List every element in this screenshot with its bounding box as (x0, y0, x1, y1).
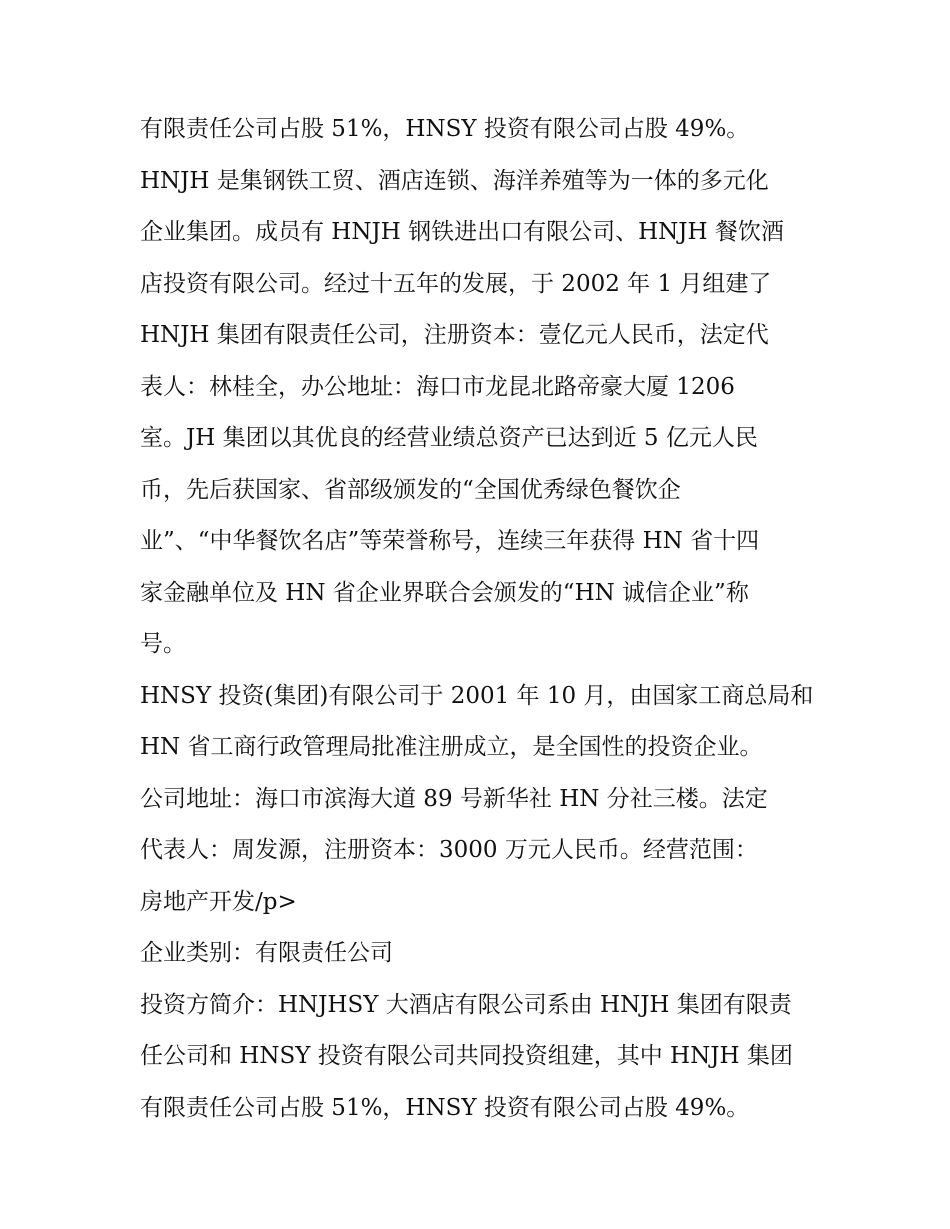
text-line: 室。JH 集团以其优良的经营业绩总资产已达到近 5 亿元人民 (140, 425, 758, 451)
text-line: 币，先后获国家、省部级颁发的“全国优秀绿色餐饮企 (140, 476, 681, 503)
text-line: HNJH 是集钢铁工贸、酒店连锁、海洋养殖等为一体的多元化 (140, 167, 769, 194)
text-line: 任公司和 HNSY 投资有限公司共同投资组建，其中 HNJH 集团 (140, 1043, 793, 1069)
text-line: 表人：林桂全，办公地址：海口市龙昆北路帝豪大厦 1206 (140, 373, 735, 400)
text-line: 有限责任公司占股 51%，HNSY 投资有限公司占股 49%。 (140, 116, 750, 142)
text-line: HNJH 集团有限责任公司，注册资本：壹亿元人民币，法定代 (140, 322, 769, 348)
text-line: 企业集团。成员有 HNJH 钢铁进出口有限公司、HNJH 餐饮酒 (140, 219, 784, 245)
text-line: 企业类别：有限责任公司 (140, 940, 393, 966)
text-line: 业”、“中华餐饮名店”等荣誉称号，连续三年获得 HN 省十四 (140, 528, 760, 554)
text-line: HN 省工商行政管理局批准注册成立，是全国性的投资企业。 (140, 734, 763, 760)
text-line: 号。 (140, 631, 186, 657)
text-line: 店投资有限公司。经过十五年的发展，于 2002 年 1 月组建了 (140, 270, 772, 297)
text-line: HNSY 投资(集团)有限公司于 2001 年 10 月，由国家工商总局和 (140, 682, 814, 709)
text-line: 家金融单位及 HN 省企业界联合会颁发的“HN 诚信企业”称 (140, 579, 749, 606)
text-line: 有限责任公司占股 51%，HNSY 投资有限公司占股 49%。 (140, 1094, 750, 1121)
text-line: 代表人：周发源，注册资本：3000 万元人民币。经营范围： (140, 837, 758, 863)
text-line: 投资方简介：HNJHSY 大酒店有限公司系由 HNJH 集团有限责 (140, 991, 792, 1018)
text-line: 房地产开发/p> (140, 888, 297, 915)
document-body (140, 104, 820, 1134)
text-line: 公司地址：海口市滨海大道 89 号新华社 HN 分社三楼。法定 (140, 785, 768, 812)
